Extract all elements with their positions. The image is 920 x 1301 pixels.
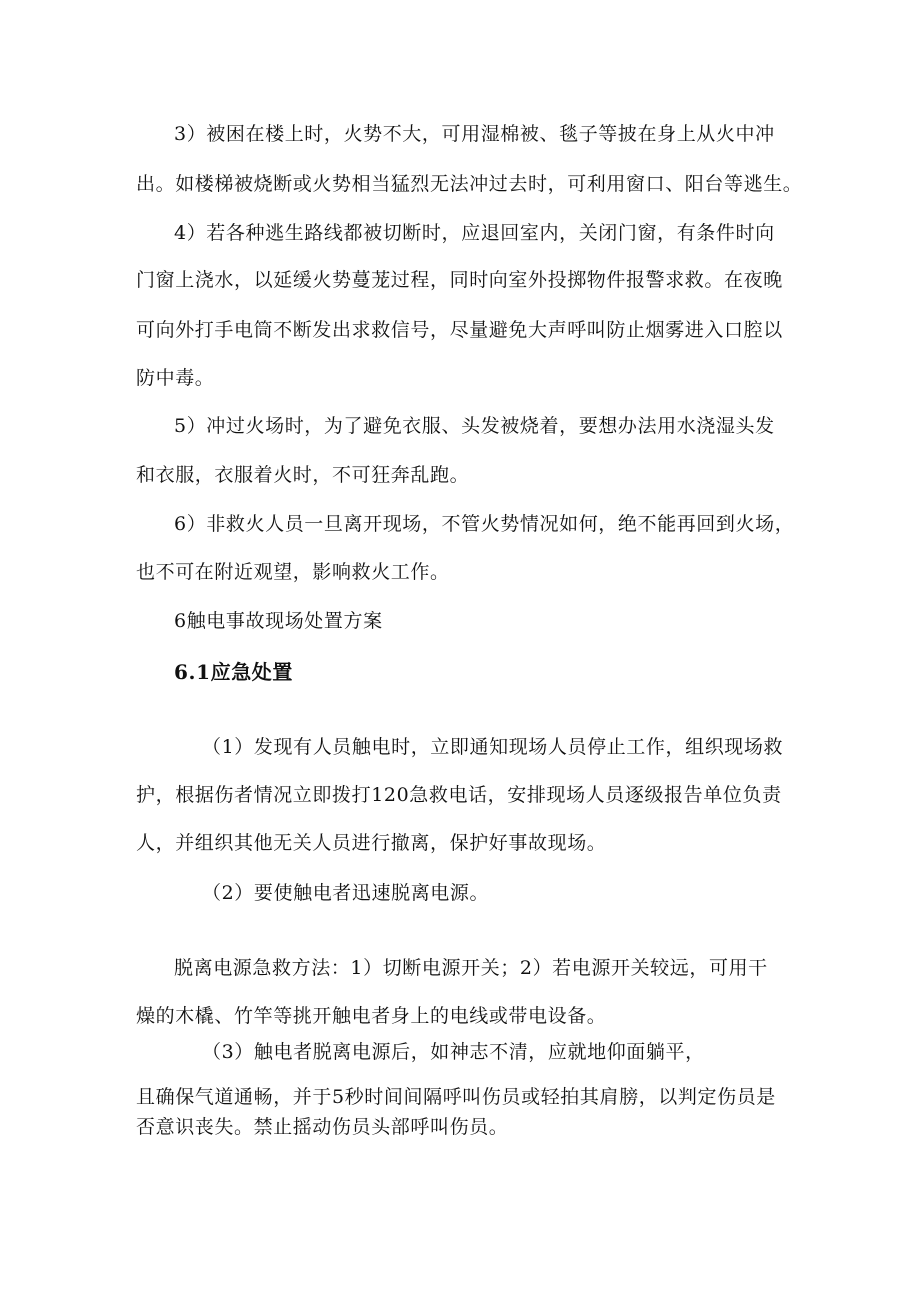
item-3-line-2: 且确保气道通畅，并于5秒时间间隔呼叫伤员或轻拍其肩膀，以判定伤员是: [136, 1086, 776, 1108]
item-3-line-3: 否意识丧失。禁止摇动伤员头部呼叫伤员。: [136, 1116, 509, 1138]
para-6-line-2: 也不可在附近观望，影响救火工作。: [136, 561, 450, 583]
para-4-line-2: 门窗上浇水，以延缓火势蔓茏过程，同时向室外投掷物件报警求救。在夜晚: [136, 269, 783, 291]
para-5-line-2: 和衣服，衣服着火时，不可狂奔乱跑。: [136, 464, 470, 486]
method-line-1: 脱离电源急救方法：1）切断电源开关；2）若电源开关较远，可用干: [174, 957, 768, 979]
item-3-line-1: （3）触电者脱离电源后，如神志不清，应就地仰面躺平，: [202, 1041, 705, 1063]
para-3-line-2: 出。如楼梯被烧断或火势相当猛烈无法冲过去时，可利用窗口、阳台等逃生。: [136, 173, 803, 195]
para-4-line-3: 可向外打手电筒不断发出求救信号，尽量避免大声呼叫防止烟雾进入口腔以: [136, 319, 783, 341]
item-1-line-3: 人，并组织其他无关人员进行撤离，保护好事故现场。: [136, 832, 607, 854]
para-4-line-1: 4）若各种逃生路线都被切断时，应退回室内，关闭门窗，有条件时向: [174, 222, 775, 244]
item-1-line-1: （1）发现有人员触电时，立即通知现场人员停止工作，组织现场救: [202, 736, 784, 758]
item-2-line-1: （2）要使触电者迅速脱离电源。: [202, 882, 490, 904]
method-line-2: 燥的木橇、竹竿等挑开触电者身上的电线或带电设备。: [136, 1005, 607, 1027]
para-4-line-4: 防中毒。: [136, 367, 215, 389]
section-title: 6触电事故现场处置方案: [174, 610, 383, 632]
para-5-line-1: 5）冲过火场时，为了避免衣服、头发被烧着，要想办法用水浇湿头发: [174, 415, 775, 437]
para-3-line-1: 3）被困在楼上时，火势不大，可用湿棉被、毯子等披在身上从火中冲: [174, 123, 775, 145]
subsection-title: 6.1应急处置: [174, 660, 293, 684]
para-6-line-1: 6）非救火人员一旦离开现场，不管火势情况如何，绝不能再回到火场，: [174, 513, 795, 535]
item-1-line-2: 护，根据伤者情况立即拨打120急救电话，安排现场人员逐级报告单位负责: [136, 784, 782, 806]
